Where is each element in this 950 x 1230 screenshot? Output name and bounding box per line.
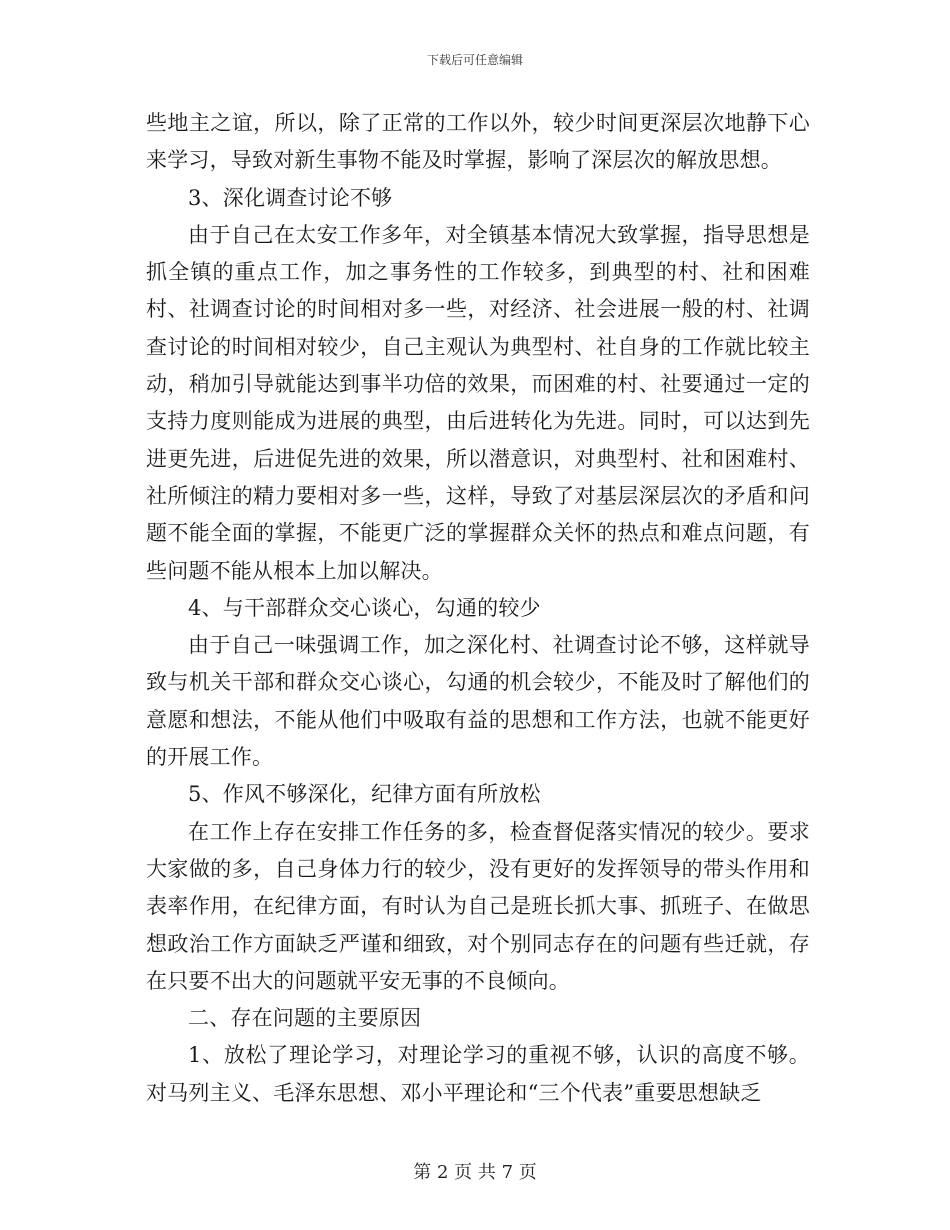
paragraph: 些地主之谊，所以，除了正常的工作以外，较少时间更深层次地静下心来学习，导致对新生事物不能及时掌握，影响了深层次的解放思想。 bbox=[146, 111, 810, 173]
paragraph: 由于自己在太安工作多年，对全镇基本情况大致掌握，指导思想是抓全镇的重点工作，加之事务性的工作较多，到典型的村、社和困难村、社调查讨论的时间相对多一些，对经济、社会进展一般的村、社调查讨论的时间相对较少，自己主观认为典型村、社自身的工作就比较主动，稍加引导就能达到事半功倍的效果，而困难的村、社要通过一定的支持力度则能成为进展的典型，由后进转化为先进。同时，可以达到先进更先进，后进促先进的效果，所以潜意识，对典型村、社和困难村、社所倾注的精力要相对多一些，这样，导致了对基层深层次的矛盾和问题不能全面的掌握，不能更广泛的掌握群众关怀的热点和难点问题，有些问题不能从根本上加以解决。 bbox=[146, 222, 810, 583]
paragraph: 在工作上存在安排工作任务的多，检查督促落实情况的较少。要求大家做的多，自己身体力行的较少，没有更好的发挥领导的带头作用和表率作用，在纪律方面，有时认为自己是班长抓大事、抓班子、在做思想政治工作方面缺乏严谨和细致，对个别同志存在的问题有些迁就，存在只要不出大的问题就平安无事的不良倾向。 bbox=[146, 819, 810, 993]
paragraph: 1、放松了理论学习，对理论学习的重视不够，认识的高度不够。对马列主义、毛泽东思想、邓小平理论和“三个代表”重要思想缺乏 bbox=[146, 1043, 810, 1105]
section-heading: 4、与干部群众交心谈心，勾通的较少 bbox=[188, 595, 541, 620]
section-heading: 3、深化调查讨论不够 bbox=[188, 185, 393, 210]
page-footer: 第 2 页 共 7 页 bbox=[413, 1162, 537, 1183]
section-heading: 5、作风不够深化，纪律方面有所放松 bbox=[188, 782, 541, 807]
page-header: 下载后可任意编辑 bbox=[426, 53, 523, 67]
document-body bbox=[146, 105, 810, 1112]
section-heading: 二、存在问题的主要原因 bbox=[188, 1006, 422, 1031]
paragraph: 由于自己一味强调工作，加之深化村、社调查讨论不够，这样就导致与机关干部和群众交心谈心，勾通的机会较少，不能及时了解他们的意愿和想法，不能从他们中吸取有益的思想和工作方法，也就不能更好的开展工作。 bbox=[146, 633, 810, 770]
